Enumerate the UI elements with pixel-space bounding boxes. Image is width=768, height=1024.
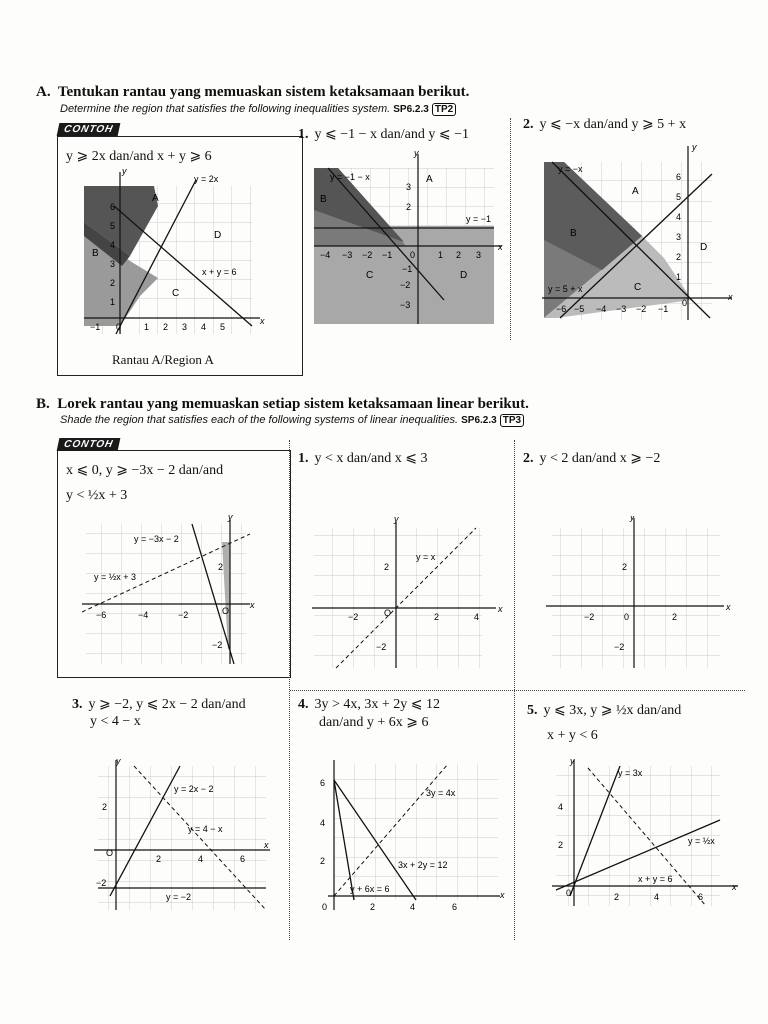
example-a-inequality: y ⩾ 2x dan/and x + y ⩾ 6 [66, 149, 212, 164]
svg-text:A: A [426, 174, 433, 185]
section-a-subtitle: Determine the region that satisfies the following inequalities system. SP6.2.3 TP2 [60, 103, 456, 116]
svg-text:6: 6 [110, 202, 116, 212]
svg-text:3x + 2y = 12: 3x + 2y = 12 [398, 860, 448, 870]
a-q2-graph [542, 140, 742, 322]
svg-text:x: x [726, 602, 731, 612]
svg-text:C: C [366, 270, 374, 281]
divider [510, 118, 511, 340]
svg-text:1: 1 [110, 297, 116, 307]
label-y-2x: y = 2x [194, 174, 219, 184]
svg-text:1: 1 [676, 272, 682, 282]
svg-text:3: 3 [676, 232, 682, 242]
svg-text:−2: −2 [376, 642, 387, 652]
svg-text:y = ½x + 3: y = ½x + 3 [94, 572, 137, 582]
b-question-4-line2: dan/and y + 6x ⩾ 6 [319, 715, 429, 730]
contoh-label: CONTOH [57, 123, 121, 136]
svg-text:y = −3x − 2: y = −3x − 2 [134, 534, 179, 544]
svg-text:3y = 4x: 3y = 4x [426, 788, 456, 798]
svg-text:y = 4 − x: y = 4 − x [188, 824, 223, 834]
svg-text:6: 6 [240, 854, 246, 864]
b-question-3-line2: y < 4 − x [90, 714, 141, 729]
svg-text:2: 2 [102, 802, 108, 812]
svg-text:0: 0 [116, 322, 122, 332]
svg-text:−2: −2 [178, 610, 189, 620]
svg-text:C: C [634, 282, 642, 293]
svg-text:4: 4 [320, 818, 326, 828]
svg-text:6: 6 [676, 172, 682, 182]
svg-text:4: 4 [410, 902, 416, 912]
b-q5-graph [548, 756, 744, 912]
svg-text:4: 4 [676, 212, 682, 222]
region-c-label: C [172, 288, 180, 299]
svg-text:−2: −2 [362, 250, 373, 260]
region-b-label: B [92, 248, 99, 259]
svg-text:4: 4 [110, 240, 116, 250]
svg-text:−1: −1 [90, 322, 101, 332]
svg-text:y = ½x: y = ½x [688, 836, 715, 846]
example-a-graph [84, 166, 270, 342]
svg-text:y: y [122, 166, 127, 176]
b-q2-graph [540, 516, 736, 672]
svg-text:2: 2 [456, 250, 462, 260]
b-question-5: 5. y ⩽ 3x, y ⩾ ½x dan/and [527, 703, 682, 718]
svg-text:y: y [630, 516, 635, 522]
svg-text:x: x [728, 292, 733, 302]
svg-text:x + y = 6: x + y = 6 [638, 874, 673, 884]
svg-text:2: 2 [672, 612, 678, 622]
region-d-label: D [214, 230, 222, 241]
svg-text:O: O [384, 608, 392, 618]
svg-text:y = −1: y = −1 [466, 214, 492, 224]
svg-text:3: 3 [476, 250, 482, 260]
example-b-line1: x ⩽ 0, y ⩾ −3x − 2 dan/and [66, 463, 224, 478]
svg-text:y = 5 + x: y = 5 + x [548, 284, 583, 294]
svg-text:2: 2 [370, 902, 376, 912]
label-xy6: x + y = 6 [202, 267, 237, 277]
svg-text:−2: −2 [212, 640, 223, 650]
b-q3-graph [88, 756, 278, 914]
contoh-label: CONTOH [57, 438, 121, 451]
svg-text:2: 2 [406, 202, 412, 212]
svg-text:0: 0 [682, 298, 688, 308]
svg-text:y = 2x − 2: y = 2x − 2 [174, 784, 214, 794]
svg-text:x: x [498, 604, 503, 614]
svg-text:2: 2 [218, 562, 224, 572]
svg-text:3: 3 [182, 322, 188, 332]
svg-text:0: 0 [624, 612, 630, 622]
svg-text:x: x [264, 840, 269, 850]
svg-text:−3: −3 [616, 304, 627, 314]
svg-text:2: 2 [156, 854, 162, 864]
svg-text:−1: −1 [658, 304, 669, 314]
b-q4-graph [314, 760, 510, 916]
svg-text:y = x: y = x [416, 552, 436, 562]
svg-text:x: x [732, 882, 737, 892]
tp-badge: TP3 [500, 414, 524, 427]
b-question-4: 4. 3y > 4x, 3x + 2y ⩽ 12 [298, 697, 441, 712]
svg-text:1: 1 [438, 250, 444, 260]
svg-text:y: y [414, 150, 419, 158]
svg-text:−2: −2 [584, 612, 595, 622]
svg-text:0: 0 [410, 250, 416, 260]
svg-text:5: 5 [676, 192, 682, 202]
svg-text:B: B [570, 228, 577, 239]
svg-text:2: 2 [320, 856, 326, 866]
svg-text:−5: −5 [574, 304, 585, 314]
svg-text:2: 2 [434, 612, 440, 622]
svg-text:y: y [116, 756, 121, 766]
svg-text:0: 0 [322, 902, 328, 912]
svg-text:y: y [570, 756, 575, 766]
svg-text:y: y [228, 514, 233, 522]
svg-text:2: 2 [614, 892, 620, 902]
svg-text:2: 2 [384, 562, 390, 572]
divider [290, 690, 745, 691]
svg-text:−3: −3 [400, 300, 411, 310]
svg-text:−6: −6 [96, 610, 107, 620]
example-b-line2: y < ½x + 3 [66, 488, 128, 503]
region-a-label: A [152, 193, 159, 204]
svg-text:4: 4 [558, 802, 564, 812]
svg-text:5: 5 [110, 221, 116, 231]
example-b-graph [82, 514, 258, 666]
svg-text:4: 4 [198, 854, 204, 864]
svg-text:2: 2 [110, 278, 116, 288]
svg-text:−6: −6 [556, 304, 567, 314]
svg-text:x: x [260, 316, 265, 326]
svg-text:6: 6 [320, 778, 326, 788]
svg-text:−2: −2 [614, 642, 625, 652]
svg-text:D: D [460, 270, 468, 281]
svg-text:O: O [222, 606, 230, 616]
svg-text:3: 3 [110, 259, 116, 269]
svg-text:−4: −4 [138, 610, 149, 620]
svg-text:2: 2 [558, 840, 564, 850]
section-a-title: A. Tentukan rantau yang memuaskan sistem ketaksamaan berikut. [36, 84, 470, 100]
svg-text:−2: −2 [636, 304, 647, 314]
svg-text:−4: −4 [596, 304, 607, 314]
svg-text:−3: −3 [342, 250, 353, 260]
svg-text:y + 6x = 6: y + 6x = 6 [350, 884, 390, 894]
svg-text:y = −2: y = −2 [166, 892, 192, 902]
svg-text:y: y [692, 142, 697, 152]
svg-text:y: y [394, 516, 399, 524]
svg-text:y = −1 − x: y = −1 − x [330, 172, 370, 182]
b-question-5-line2: x + y < 6 [547, 728, 598, 743]
svg-text:2: 2 [676, 252, 682, 262]
a-q1-graph [314, 150, 510, 326]
b-question-3: 3. y ⩾ −2, y ⩽ 2x − 2 dan/and [72, 697, 246, 712]
b-q1-graph [312, 516, 508, 672]
svg-text:x: x [250, 600, 255, 610]
svg-text:4: 4 [474, 612, 480, 622]
svg-text:0: 0 [566, 888, 572, 898]
svg-text:x: x [498, 242, 503, 252]
svg-text:D: D [700, 242, 708, 253]
svg-text:3: 3 [406, 182, 412, 192]
a-question-1: 1. y ⩽ −1 − x dan/and y ⩽ −1 [298, 127, 469, 142]
svg-text:−4: −4 [320, 250, 331, 260]
svg-text:A: A [632, 186, 639, 197]
svg-text:O: O [106, 848, 114, 858]
example-a-answer: Rantau A/Region A [112, 352, 214, 367]
svg-text:2: 2 [622, 562, 628, 572]
b-question-2: 2. y < 2 dan/and x ⩾ −2 [523, 451, 661, 466]
svg-text:−1: −1 [402, 264, 413, 274]
section-b-title: B. Lorek rantau yang memuaskan setiap sistem ketaksamaan linear berikut. [36, 396, 529, 412]
svg-text:−1: −1 [382, 250, 393, 260]
svg-text:1: 1 [144, 322, 150, 332]
svg-text:x: x [500, 890, 505, 900]
svg-text:y = −x: y = −x [558, 164, 583, 174]
a-question-2: 2. y ⩽ −x dan/and y ⩾ 5 + x [523, 117, 687, 132]
svg-text:6: 6 [698, 892, 704, 902]
svg-text:2: 2 [163, 322, 169, 332]
svg-text:−2: −2 [400, 280, 411, 290]
svg-text:4: 4 [201, 322, 207, 332]
section-b-subtitle: Shade the region that satisfies each of the following systems of linear inequalities. SP6.2.3 TP3 [60, 414, 524, 427]
b-question-1: 1. y < x dan/and x ⩽ 3 [298, 451, 428, 466]
svg-text:6: 6 [452, 902, 458, 912]
svg-text:4: 4 [654, 892, 660, 902]
svg-text:y = 3x: y = 3x [618, 768, 643, 778]
svg-text:−2: −2 [348, 612, 359, 622]
svg-text:−2: −2 [96, 878, 107, 888]
svg-text:B: B [320, 194, 327, 205]
tp-badge: TP2 [432, 103, 456, 116]
svg-text:5: 5 [220, 322, 226, 332]
